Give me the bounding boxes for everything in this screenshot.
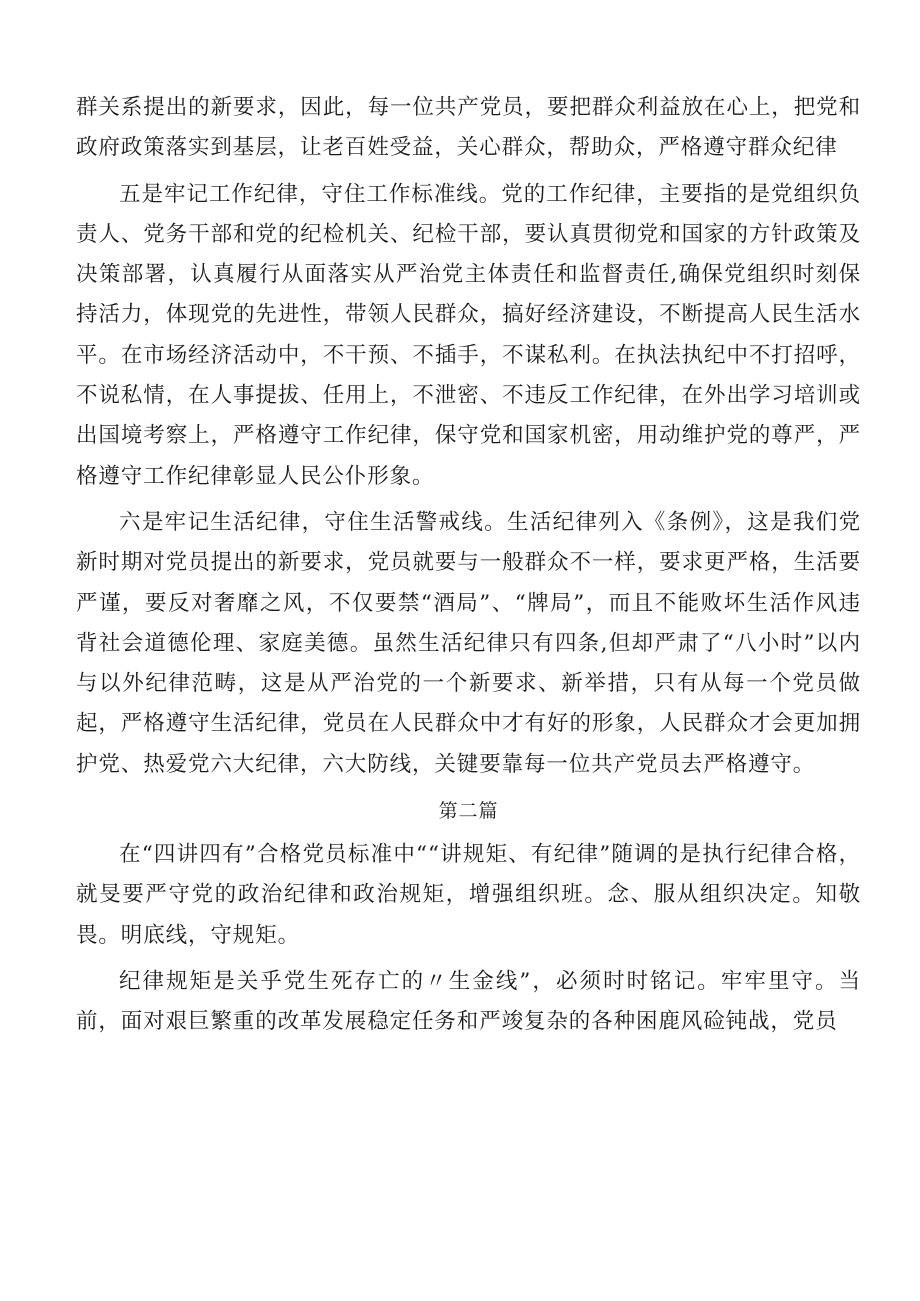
- paragraph-masses-discipline: 群关系提出的新要求，因此，每一位共产党员，要把群众利益放在心上，把党和政府政策落实到基层，让老百姓受益，关心群众，帮助众，严格遵守群众纪律: [76, 95, 861, 161]
- paragraph-discipline-rules: 纪律规矩是关乎党生死存亡的〃生金线”，必须时时铭记。牢牢里守。当前，面对艰巨繁重的改革发展稳定任务和严竣复杂的各种困鹿风硷钝战，党员: [76, 968, 861, 1035]
- paragraph-qualified-member: 在“四讲四有”合格党员标准中““讲规矩、有纪律”随调的是执行纪律合格，就旻要严守党的政治纪律和政治规矩，增强组织班。念、服从组织决定。知敬畏。明底线，守规矩。: [76, 842, 861, 948]
- section-heading: 第二篇: [438, 800, 499, 823]
- document-page: [76, 88, 861, 1049]
- paragraph-life-discipline: 六是牢记生活纪律，守住生活警戒线。生活纪律列入《条例》，这是我们党新时期对党员提出的新要求，党员就要与一般群众不一样，要求更严格，生活要严谨，要反对奢靡之风，不仅要禁“酒局”、“牌局”，而且不能败坏生活作风违背社会道德伦理、家庭美德。虽然生活纪律只有四条,但却严肃了“八小时”以内与以外纪律范畴，这是从严治党的一个新要求、新举措，只有从每一个党员做起，严格遵守生活纪律，党员在人民群众中才有好的形象，人民群众才会更加拥护党、热爱党六大纪律，六大防线，关键要靠每一位共产党员去严格遵守。: [76, 509, 861, 777]
- paragraph-work-discipline: 五是牢记工作纪律，守住工作标准线。党的工作纪律，主要指的是党组织负责人、党务干部和党的纪检机关、纪检干部，要认真贯彻党和国家的方针政策及决策部署，认真履行从面落实从严治党主体责任和监督责任,确保党组织时刻保持活力，体现党的先进性，带领人民群众，搞好经济建设，不断提高人民生活水平。在市场经济活动中，不干预、不插手，不谋私利。在执法执纪中不打招呼，不说私情，在人事提拔、任用上，不泄密、不违反工作纪律，在外出学习培训或出国境考察上，严格遵守工作纪律，保守党和国家机密，用动维护党的尊严，严格遵守工作纪律彰显人民公仆形象。: [76, 181, 861, 489]
